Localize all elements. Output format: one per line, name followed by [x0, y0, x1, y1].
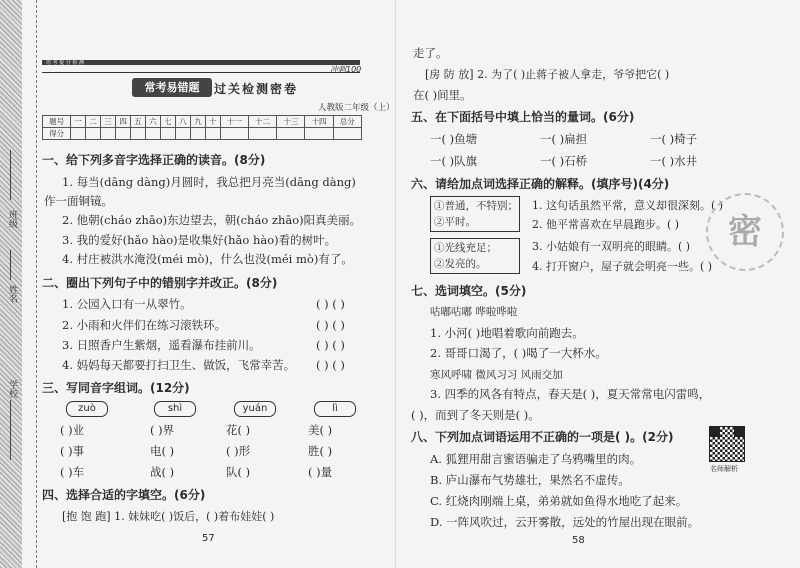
score-table-row	[43, 128, 362, 140]
page-number-left: 57	[202, 533, 215, 544]
score-cell[interactable]	[333, 128, 361, 140]
s1-line: 4. 村庄被洪水淹没(méi mò)，什么也没(méi mò)有了。	[62, 252, 353, 266]
score-cell: 十	[205, 116, 220, 128]
s3-cell: ( )事	[60, 444, 85, 458]
score-cell[interactable]	[71, 128, 86, 140]
s6-line: 3. 小姑娘有一双明亮的眼睛。( )	[532, 240, 691, 253]
s3-cell: 美( )	[308, 423, 333, 437]
binding-strip	[0, 0, 22, 568]
title-banner: 常考易错题	[132, 78, 212, 97]
s3-cell: ( )业	[60, 423, 85, 437]
cut-line	[36, 0, 37, 568]
s4-line: [房 防 放] 2. 为了( )止蒋子被人拿走，爷爷把它( )	[425, 68, 670, 81]
s2-line: 3. 日照香户生紫烟，遥看瀑布挂前川。	[62, 338, 261, 352]
s5-cell: 一( )鱼塘	[430, 132, 478, 146]
s1-line: 1. 每当(dāng dàng)月圆时，我总把月亮当(dāng dàng)	[62, 175, 356, 189]
qr-code[interactable]	[709, 426, 745, 462]
score-cell: 三	[101, 116, 116, 128]
score-cell: 题号	[43, 116, 71, 128]
name-line	[10, 250, 11, 280]
s1-line: 3. 我的爱好(hǎo hào)是收集好(hǎo hào)看的树叶。	[62, 233, 337, 247]
header-line	[42, 72, 360, 73]
s6-line: 4. 打开窗户，屋子就会明亮一些。( )	[532, 260, 713, 273]
school-line	[10, 400, 11, 460]
s4-line: [抱 饱 跑] 1. 妹妹吃( )饭后，( )着布娃娃( )	[62, 510, 275, 523]
s2-line: 4. 妈妈每天都要打扫卫生、做饭，飞常幸苦。	[62, 358, 296, 372]
score-cell[interactable]	[86, 128, 101, 140]
score-cell[interactable]	[277, 128, 305, 140]
s7-line: 3. 四季的风各有特点，春天是( )，夏天常常电闪雷鸣，	[430, 387, 711, 401]
pinyin-box: shì	[154, 401, 196, 417]
score-cell: 十一	[220, 116, 248, 128]
qr-label: 名师解析	[710, 465, 738, 473]
section-3-title: 三、写同音字组词。(12分)	[42, 381, 190, 395]
section-4-title: 四、选择合适的字填空。(6分)	[42, 488, 206, 502]
section-8-title: 八、下列加点词语运用不正确的一项是( )。(2分)	[411, 430, 674, 444]
section-1-title: 一、给下列多音字选择正确的读音。(8分)	[42, 153, 266, 167]
s2-answer-brackets: ( ) ( )	[316, 358, 345, 372]
s4-continued: 走了。	[413, 46, 448, 60]
score-cell[interactable]	[305, 128, 333, 140]
section-7-title: 七、选词填空。(5分)	[411, 284, 527, 298]
s8-option: B. 庐山瀑布气势雄壮，果然名不虚传。	[430, 473, 630, 487]
s2-line: 2. 小雨和火伴们在练习滚铁环。	[62, 318, 227, 332]
s7-word-bank: 咕嘟咕嘟 哗啦哗啦	[430, 306, 518, 318]
s3-cell: ( )量	[308, 465, 333, 479]
score-cell: 四	[116, 116, 131, 128]
s6-line: 2. 他平常喜欢在早晨跑步。( )	[532, 218, 680, 231]
definition: ②发亮的。	[434, 258, 487, 270]
score-cell: 二	[86, 116, 101, 128]
score-cell: 得分	[43, 128, 71, 140]
class-line	[10, 150, 11, 200]
score-cell: 一	[71, 116, 86, 128]
score-cell[interactable]	[220, 128, 248, 140]
score-cell: 十三	[277, 116, 305, 128]
s3-cell: 花( )	[226, 423, 251, 437]
s4-line: 在( )间里。	[413, 88, 472, 102]
score-table	[42, 115, 362, 140]
s7-line: 1. 小河( )地唱着歌向前跑去。	[430, 326, 584, 340]
s8-option: A. 狐狸用甜言蜜语骗走了乌鸦嘴里的肉。	[430, 452, 642, 466]
s2-answer-brackets: ( ) ( )	[316, 297, 345, 311]
s8-option: D. 一阵风吹过，云开雾散，远处的竹屋出现在眼前。	[430, 515, 700, 529]
score-cell[interactable]	[161, 128, 176, 140]
s5-cell: 一( )水井	[650, 154, 698, 168]
score-cell: 总分	[333, 116, 361, 128]
name-label: 姓名	[7, 285, 17, 303]
section-5-title: 五、在下面括号中填上恰当的量词。(6分)	[411, 110, 635, 124]
score-cell[interactable]	[175, 128, 190, 140]
score-cell[interactable]	[190, 128, 205, 140]
section-6-title: 六、请给加点词选择正确的解释。(填序号)(4分)	[411, 177, 670, 191]
score-cell: 九	[190, 116, 205, 128]
score-cell[interactable]	[146, 128, 161, 140]
score-cell: 十二	[249, 116, 277, 128]
score-cell[interactable]	[131, 128, 146, 140]
score-cell[interactable]	[249, 128, 277, 140]
score-cell[interactable]	[205, 128, 220, 140]
s3-cell: ( )形	[226, 444, 251, 458]
score-cell: 十四	[305, 116, 333, 128]
watermark-stamp: 密	[706, 193, 784, 271]
score-cell[interactable]	[101, 128, 116, 140]
s6-line: 1. 这句话虽然平常，意义却很深刻。( )	[532, 199, 724, 212]
s7-line: ( )，而到了冬天则是( )。	[411, 408, 540, 422]
header-left-tag: 培 考 提 分 检 测	[46, 60, 84, 66]
definition: ①普通，不特别；	[434, 200, 518, 212]
pinyin-box: zuò	[66, 401, 108, 417]
header-bar	[42, 60, 360, 65]
score-table-row	[43, 116, 362, 128]
page-number-right: 58	[572, 535, 585, 546]
pinyin-box: lì	[314, 401, 356, 417]
s7-word-bank: 寒风呼啸 微风习习 风雨交加	[430, 369, 563, 381]
s3-cell: 电( )	[150, 444, 175, 458]
score-cell: 七	[161, 116, 176, 128]
score-cell: 八	[175, 116, 190, 128]
s3-cell: 战( )	[150, 465, 175, 479]
s5-cell: 一( )队旗	[430, 154, 478, 168]
s3-cell: ( )车	[60, 465, 85, 479]
s7-line: 2. 哥哥口渴了，( )喝了一大杯水。	[430, 346, 607, 360]
section-2-title: 二、圈出下列句子中的错别字并改正。(8分)	[42, 276, 278, 290]
s2-answer-brackets: ( ) ( )	[316, 318, 345, 332]
s1-line: 2. 他朝(cháo zhāo)东边望去，朝(cháo zhāo)阳真美丽。	[62, 213, 362, 227]
s3-cell: 胜( )	[308, 444, 333, 458]
score-cell: 六	[146, 116, 161, 128]
s5-cell: 一( )石桥	[540, 154, 588, 168]
class-label: 班级	[7, 210, 17, 228]
s1-line: 作一面铜镜。	[44, 194, 113, 208]
s3-cell: 队( )	[226, 465, 251, 479]
school-label: 学校	[7, 380, 17, 398]
s5-cell: 一( )扁担	[540, 132, 588, 146]
score-cell[interactable]	[116, 128, 131, 140]
edition-label: 人教版二年级（上）	[318, 103, 395, 113]
definition: ②平时。	[434, 216, 476, 228]
page-title: 过关检测密卷	[214, 82, 299, 96]
page-fold	[395, 0, 396, 568]
s2-line: 1. 公园入口有一从翠竹。	[62, 297, 192, 311]
header-right-tag: 冲刺100	[330, 65, 362, 74]
s3-cell: ( )界	[150, 423, 175, 437]
s2-answer-brackets: ( ) ( )	[316, 338, 345, 352]
s5-cell: 一( )椅子	[650, 132, 698, 146]
definition: ①光线充足；	[434, 242, 497, 254]
score-cell: 五	[131, 116, 146, 128]
s8-option: C. 红烧肉刚端上桌，弟弟就如鱼得水地吃了起来。	[430, 494, 688, 508]
pinyin-box: yuán	[234, 401, 276, 417]
